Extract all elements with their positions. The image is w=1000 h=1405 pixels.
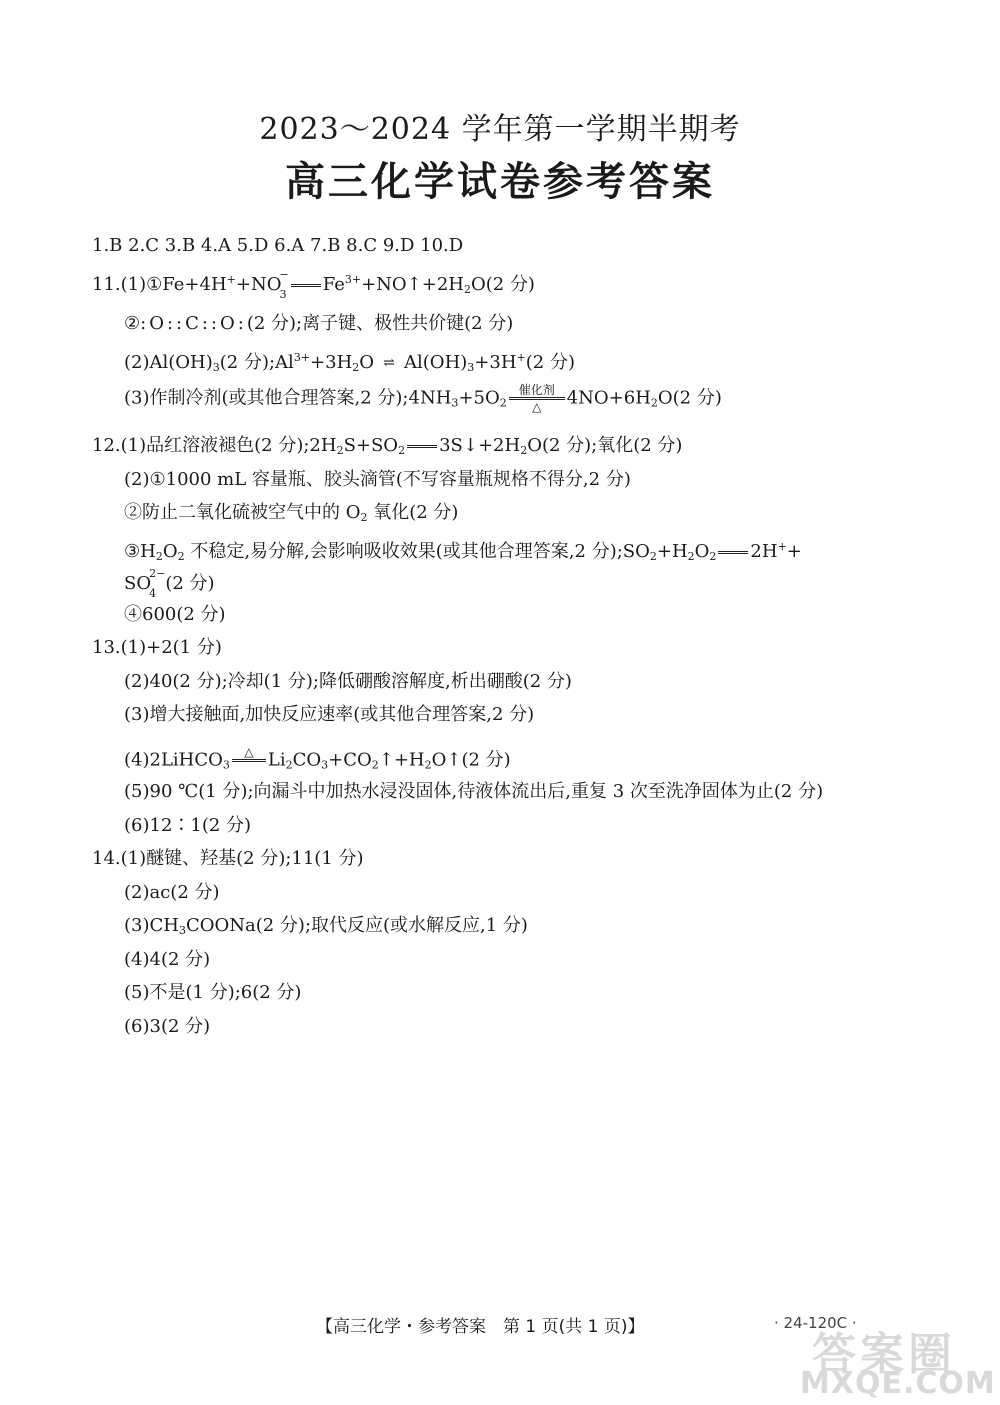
q12-part4: $③H_2O_2$ 不稳定,易分解,会影响吸收效果(或其他合理答案,2 分)$;SO_2+H_2O_2$ 2H++: [124, 540, 802, 563]
q11-part4: (3)作制冷剂(或其他合理答案,2 分)$;4NH_3+5O_2$ 催化剂 △ $4NO+6H_2O(2$ 分): [124, 383, 722, 414]
q13-part3: (3)增大接触面,加快反应速率(或其他合理答案,2 分): [124, 704, 535, 725]
reversible-arrow-icon: ⇌: [383, 355, 395, 371]
q11-part1: 11.(1)①Fe+4H++NO− $_3$ $Fe^{3+}+NO↑+2H_2O(2$ 分): [92, 268, 535, 301]
reaction-condition: 催化剂 △: [509, 384, 565, 413]
reaction-condition: △: [232, 746, 266, 775]
equals-sign: [407, 445, 437, 448]
equals-sign: [291, 284, 321, 287]
q13-part5: (5)90 ℃(1 分);向漏斗中加热水浸没固体,待液体流出后,重复 3 次至洗净固体为止(2 分): [124, 781, 824, 802]
mc-answers: 1.B 2.C 3.B 4.A 5.D 6.A 7.B 8.C 9.D 10.D: [92, 235, 464, 256]
q13-part1: 13.(1)+2(1 分): [92, 637, 222, 658]
q11-part2: ②:O::C::O:(2 分);离子键、极性共价键(2 分): [124, 313, 514, 334]
q13-part6: (6)12∶1(2 分): [124, 815, 252, 836]
co2-lewis-structure: :O::C::O:: [140, 313, 247, 334]
watermark-logo: 答案圈 MXQE.COM: [800, 1329, 996, 1401]
q14-part6: (6)3(2 分): [124, 1016, 211, 1037]
q12-part1: 12.(1)品红溶液褪色(2 分)$;2H_2S+SO_2$ $3S↓+2H_2O(2$ 分);氧化(2 分): [92, 435, 683, 457]
q12-part5: ④600(2 分): [124, 604, 226, 625]
q14-part5: (5)不是(1 分);6(2 分): [124, 982, 302, 1003]
q11-part3: $(2)Al(OH)_3(2$ 分)$;Al^{3+}+3H_2O$ ⇌ $Al(OH)_3+3H^+(2$ 分): [124, 351, 575, 374]
title-line-1: 2023～2024 学年第一学期半期考: [259, 112, 741, 147]
q13-part2: (2)40(2 分);冷却(1 分);降低硼酸溶解度,析出硼酸(2 分): [124, 671, 572, 692]
q14-part2: (2)ac(2 分): [124, 882, 220, 903]
q14-part4: (4)4(2 分): [124, 949, 211, 970]
equals-sign: [718, 551, 748, 554]
q12-part4-cont: $SO^{2-}$ $_4$ (2 分): [124, 567, 215, 600]
page-title: 高三化学试卷参考答案: [285, 158, 715, 205]
q14-part3: $(3)CH_3COONa(2$ 分);取代反应(或水解反应,1 分): [124, 915, 528, 937]
q13-part4: (4)2LiHCO$_3$ △ $Li_2CO_3+CO_2↑+H_2O↑(2$ 分): [124, 746, 511, 778]
exam-code: · 24-120C ·: [774, 1314, 857, 1332]
q12-part2: (2)①1000 mL 容量瓶、胶头滴管(不写容量瓶规格不得分,2 分): [124, 469, 631, 490]
q14-part1: 14.(1)醚键、羟基(2 分);11(1 分): [92, 848, 364, 869]
q12-part3: ②防止二氧化硫被空气中的 $O_2$ 氧化(2 分): [124, 502, 459, 524]
page-footer: 【高三化学・参考答案 第 1 页(共 1 页)】: [316, 1317, 645, 1337]
